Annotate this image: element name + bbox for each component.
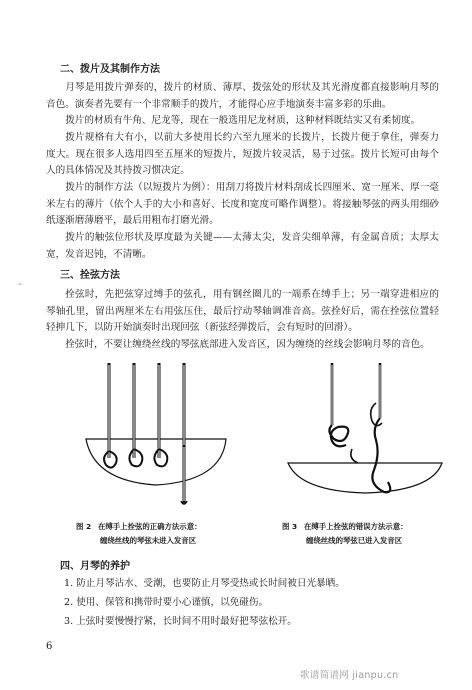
figure-3-caption-line1: 在缚手上拴弦的错误方法示意：	[304, 522, 408, 531]
figure-2-caption-line2: 缠绕丝线的琴弦未进入发音区	[100, 536, 197, 545]
paragraph: 月琴是用拨片弹奏的，拨片的材质、薄厚、拨弦处的形状及其光滑度都直接影响月琴的音色。演奏者先要有一个非常顺手的拨片，才能得心应手地演奏丰富多彩的乐曲。	[46, 82, 439, 110]
section-heading-plectrum: 二、拨片及其制作方法	[60, 64, 160, 75]
figure-3-illustration	[280, 363, 450, 513]
list-item: 2. 使用、保管和携带时要小心谨慎，以免碰伤。	[64, 597, 269, 608]
list-item: 3. 上弦时要慢慢拧紧，长时间不用时最好把琴弦松开。	[64, 616, 297, 627]
figure-2-label: 图 2	[76, 522, 92, 531]
figure-2-caption	[76, 521, 201, 546]
section-heading-maintenance: 四、月琴的养护	[60, 561, 130, 572]
section-heading-stringing: 三、拴弦方法	[60, 270, 120, 281]
margin-mark: ˘	[18, 283, 22, 292]
page-number: 6	[46, 641, 53, 652]
paragraph: 拨片的制作方法（以短拨片为例）：用刮刀将拨片材料刮成长四厘米、宽一厘米、厚一毫米左右的薄片（依个人手的大小和喜好、长度和宽度可略作调整）。将接触琴弦的两头用细砂纸逐渐磨薄磨平，最后用粗布打磨光滑。	[46, 182, 439, 227]
figure-2-illustration	[76, 363, 246, 513]
figure-3-label: 图 3	[282, 522, 298, 531]
paragraph: 拴弦时，不要让缠绕丝线的琴弦底部进入发音区，因为缠绕的丝线会影响月琴的音色。	[65, 339, 430, 350]
figure-3-caption	[282, 521, 407, 546]
watermark: 歌谱简谱网 jianpu.cn	[300, 670, 399, 681]
paragraph: 拨片规格有大有小，以前大多使用长约六至九厘米的长拨片，长拨片便于拿住，弹奏力度大。现在很多人选用四至五厘米的短拨片，短拨片较灵活，易于过弦。拨片长短可由每个人的具体情况及其持拨习惯决定。	[46, 132, 439, 177]
list-item: 1. 防止月琴沾水、受潮，也要防止月琴受热或长时间被日光暴晒。	[64, 578, 345, 589]
paragraph: 拴弦时，先把弦穿过缚手的弦孔，用有钢丝圈儿的一端系在缚手上；另一端穿进相应的琴轴孔里，留出两厘米左右用弦压住，最后拧动琴轴调准音高。弦拴好后，需在拴弦位置轻轻抻几下，以防开始演奏时出现回弦（新弦经弹拨后，会有短时的回滑）。	[46, 289, 439, 334]
figure-3-caption-line2: 缠绕丝线的琴弦已进入发音区	[306, 536, 403, 545]
paragraph: 拨片的触弦位形状及厚度最为关键——太薄太尖，发音尖细单薄，有金属音质；太厚太宽，发音迟钝，不清晰。	[46, 232, 439, 260]
paragraph: 拨片的材质有牛角、尼龙等，现在一般选用尼龙材质，这种材料既结实又有柔韧度。	[65, 115, 421, 126]
figure-2-caption-line1: 在缚手上拴弦的正确方法示意：	[98, 522, 202, 531]
